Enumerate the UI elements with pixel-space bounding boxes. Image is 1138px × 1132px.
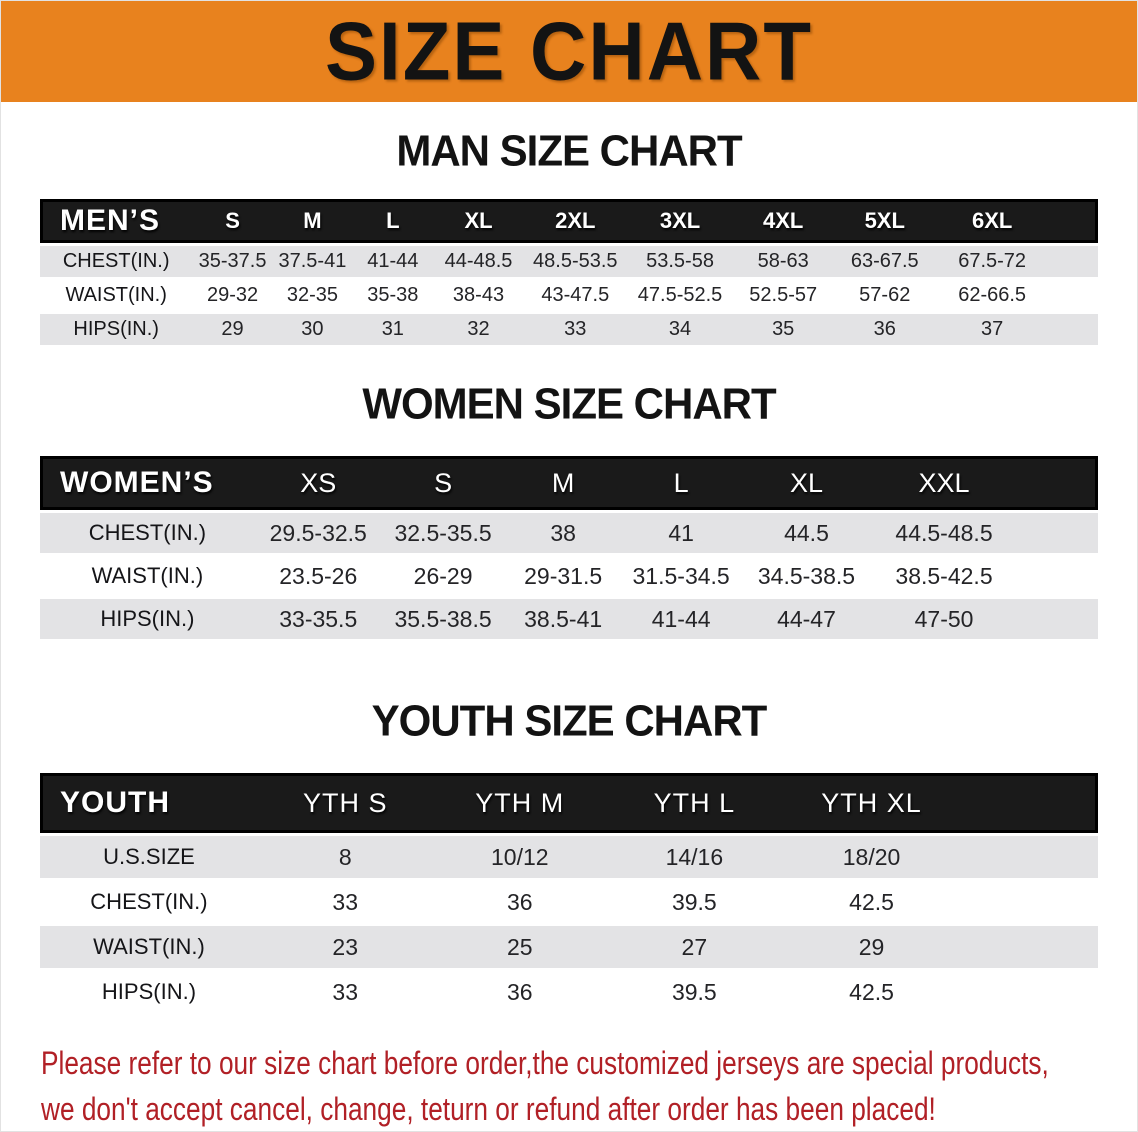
men-cell-spacer bbox=[1048, 314, 1098, 345]
youth-cell-yth-s: 33 bbox=[258, 881, 433, 923]
women-cell-s: 32.5-35.5 bbox=[382, 513, 505, 553]
women-row-waist-in bbox=[40, 556, 1098, 596]
youth-header-yth-s: YTH S bbox=[258, 773, 433, 833]
youth-cell-yth-m: 10/12 bbox=[433, 836, 608, 878]
women-cell-xxl: 47-50 bbox=[873, 599, 1016, 639]
men-header-s: S bbox=[192, 199, 272, 243]
men-cell-2xl: 43-47.5 bbox=[523, 280, 627, 311]
youth-cell-spacer bbox=[961, 881, 1098, 923]
men-cell-s: 29-32 bbox=[192, 280, 272, 311]
women-cell-xl: 44-47 bbox=[740, 599, 872, 639]
youth-cell-yth-m: 36 bbox=[433, 881, 608, 923]
men-row-label: CHEST(IN.) bbox=[40, 246, 192, 277]
youth-row-waist-in bbox=[40, 926, 1098, 968]
youth-row-label: WAIST(IN.) bbox=[40, 926, 258, 968]
youth-cell-yth-l: 39.5 bbox=[607, 881, 782, 923]
women-row-label: HIPS(IN.) bbox=[40, 599, 255, 639]
men-header-2xl: 2XL bbox=[523, 199, 627, 243]
youth-header-yth-l: YTH L bbox=[607, 773, 782, 833]
youth-cell-spacer bbox=[961, 836, 1098, 878]
men-cell-3xl: 53.5-58 bbox=[627, 246, 733, 277]
youth-row-chest-in bbox=[40, 881, 1098, 923]
women-cell-xl: 44.5 bbox=[740, 513, 872, 553]
men-cell-s: 35-37.5 bbox=[192, 246, 272, 277]
men-cell-3xl: 47.5-52.5 bbox=[627, 280, 733, 311]
men-cell-m: 30 bbox=[273, 314, 352, 345]
men-cell-3xl: 34 bbox=[627, 314, 733, 345]
women-cell-m: 38 bbox=[504, 513, 621, 553]
disclaimer-line-1: Please refer to our size chart before order,the customized jerseys are special products, bbox=[41, 1045, 1049, 1081]
men-row-label: HIPS(IN.) bbox=[40, 314, 192, 345]
youth-cell-yth-xl: 29 bbox=[782, 926, 962, 968]
youth-section-title: YOUTH SIZE CHART bbox=[371, 696, 767, 745]
men-cell-spacer bbox=[1048, 280, 1098, 311]
men-cell-l: 41-44 bbox=[352, 246, 433, 277]
youth-header-row bbox=[40, 773, 1098, 833]
youth-row-label: HIPS(IN.) bbox=[40, 971, 258, 1013]
women-cell-xs: 23.5-26 bbox=[255, 556, 382, 596]
youth-row-label: CHEST(IN.) bbox=[40, 881, 258, 923]
youth-cell-yth-l: 14/16 bbox=[607, 836, 782, 878]
men-cell-xl: 32 bbox=[434, 314, 524, 345]
women-cell-xs: 29.5-32.5 bbox=[255, 513, 382, 553]
men-cell-l: 31 bbox=[352, 314, 433, 345]
women-header-l: L bbox=[622, 456, 740, 510]
women-cell-spacer bbox=[1015, 513, 1098, 553]
women-cell-xxl: 44.5-48.5 bbox=[873, 513, 1016, 553]
men-cell-5xl: 57-62 bbox=[833, 280, 936, 311]
men-cell-2xl: 48.5-53.5 bbox=[523, 246, 627, 277]
banner bbox=[1, 1, 1137, 102]
women-row-label: CHEST(IN.) bbox=[40, 513, 255, 553]
men-cell-m: 37.5-41 bbox=[273, 246, 352, 277]
women-cell-xl: 34.5-38.5 bbox=[740, 556, 872, 596]
youth-cell-yth-s: 23 bbox=[258, 926, 433, 968]
men-cell-l: 35-38 bbox=[352, 280, 433, 311]
youth-cell-yth-xl: 18/20 bbox=[782, 836, 962, 878]
women-section-title: WOMEN SIZE CHART bbox=[362, 379, 776, 428]
men-cell-4xl: 52.5-57 bbox=[733, 280, 834, 311]
women-cell-m: 29-31.5 bbox=[504, 556, 621, 596]
men-header-row bbox=[40, 199, 1098, 243]
men-header-l: L bbox=[352, 199, 433, 243]
women-header-m: M bbox=[504, 456, 621, 510]
men-cell-5xl: 63-67.5 bbox=[833, 246, 936, 277]
men-cell-4xl: 35 bbox=[733, 314, 834, 345]
men-header-6xl: 6XL bbox=[936, 199, 1048, 243]
men-cell-2xl: 33 bbox=[523, 314, 627, 345]
youth-cell-yth-m: 25 bbox=[433, 926, 608, 968]
women-row-chest-in bbox=[40, 513, 1098, 553]
men-row-chest-in bbox=[40, 246, 1098, 277]
youth-cell-yth-l: 39.5 bbox=[607, 971, 782, 1013]
youth-header-spacer bbox=[961, 773, 1098, 833]
women-header-spacer bbox=[1015, 456, 1098, 510]
women-cell-s: 35.5-38.5 bbox=[382, 599, 505, 639]
youth-row-hips-in bbox=[40, 971, 1098, 1013]
page-title: SIZE CHART bbox=[325, 4, 813, 98]
men-cell-6xl: 67.5-72 bbox=[936, 246, 1048, 277]
men-cell-xl: 44-48.5 bbox=[434, 246, 524, 277]
women-header-xl: XL bbox=[740, 456, 872, 510]
disclaimer-line-2: we don't accept cancel, change, teturn or refund after order has been placed! bbox=[41, 1091, 936, 1127]
men-cell-xl: 38-43 bbox=[434, 280, 524, 311]
men-header-spacer bbox=[1048, 199, 1098, 243]
disclaimer bbox=[1, 1040, 1137, 1132]
women-cell-spacer bbox=[1015, 599, 1098, 639]
women-cell-xxl: 38.5-42.5 bbox=[873, 556, 1016, 596]
youth-cell-yth-s: 8 bbox=[258, 836, 433, 878]
youth-cell-yth-xl: 42.5 bbox=[782, 971, 962, 1013]
youth-header-yth-xl: YTH XL bbox=[782, 773, 962, 833]
men-cell-4xl: 58-63 bbox=[733, 246, 834, 277]
women-header-xxl: XXL bbox=[873, 456, 1016, 510]
women-header-label: WOMEN’S bbox=[40, 456, 255, 510]
men-row-hips-in bbox=[40, 314, 1098, 345]
men-cell-5xl: 36 bbox=[833, 314, 936, 345]
women-row-hips-in bbox=[40, 599, 1098, 639]
youth-cell-yth-s: 33 bbox=[258, 971, 433, 1013]
men-header-m: M bbox=[273, 199, 352, 243]
women-cell-s: 26-29 bbox=[382, 556, 505, 596]
men-row-label: WAIST(IN.) bbox=[40, 280, 192, 311]
women-header-row bbox=[40, 456, 1098, 510]
men-header-4xl: 4XL bbox=[733, 199, 834, 243]
youth-cell-yth-l: 27 bbox=[607, 926, 782, 968]
women-header-xs: XS bbox=[255, 456, 382, 510]
men-header-label: MEN’S bbox=[40, 199, 192, 243]
women-cell-l: 41 bbox=[622, 513, 740, 553]
youth-cell-yth-xl: 42.5 bbox=[782, 881, 962, 923]
women-row-label: WAIST(IN.) bbox=[40, 556, 255, 596]
men-header-3xl: 3XL bbox=[627, 199, 733, 243]
men-header-5xl: 5XL bbox=[833, 199, 936, 243]
youth-cell-yth-m: 36 bbox=[433, 971, 608, 1013]
youth-row-u-s-size bbox=[40, 836, 1098, 878]
women-cell-m: 38.5-41 bbox=[504, 599, 621, 639]
youth-cell-spacer bbox=[961, 926, 1098, 968]
youth-header-yth-m: YTH M bbox=[433, 773, 608, 833]
men-cell-6xl: 37 bbox=[936, 314, 1048, 345]
women-cell-l: 41-44 bbox=[622, 599, 740, 639]
men-header-xl: XL bbox=[434, 199, 524, 243]
men-cell-s: 29 bbox=[192, 314, 272, 345]
men-cell-6xl: 62-66.5 bbox=[936, 280, 1048, 311]
men-size-table bbox=[40, 196, 1098, 348]
women-size-table bbox=[40, 453, 1098, 642]
youth-header-label: YOUTH bbox=[40, 773, 258, 833]
youth-size-table bbox=[40, 770, 1098, 1016]
youth-row-label: U.S.SIZE bbox=[40, 836, 258, 878]
women-cell-l: 31.5-34.5 bbox=[622, 556, 740, 596]
women-cell-spacer bbox=[1015, 556, 1098, 596]
women-header-s: S bbox=[382, 456, 505, 510]
women-cell-xs: 33-35.5 bbox=[255, 599, 382, 639]
men-cell-spacer bbox=[1048, 246, 1098, 277]
men-cell-m: 32-35 bbox=[273, 280, 352, 311]
youth-cell-spacer bbox=[961, 971, 1098, 1013]
men-section-title: MAN SIZE CHART bbox=[396, 126, 742, 175]
men-row-waist-in bbox=[40, 280, 1098, 311]
